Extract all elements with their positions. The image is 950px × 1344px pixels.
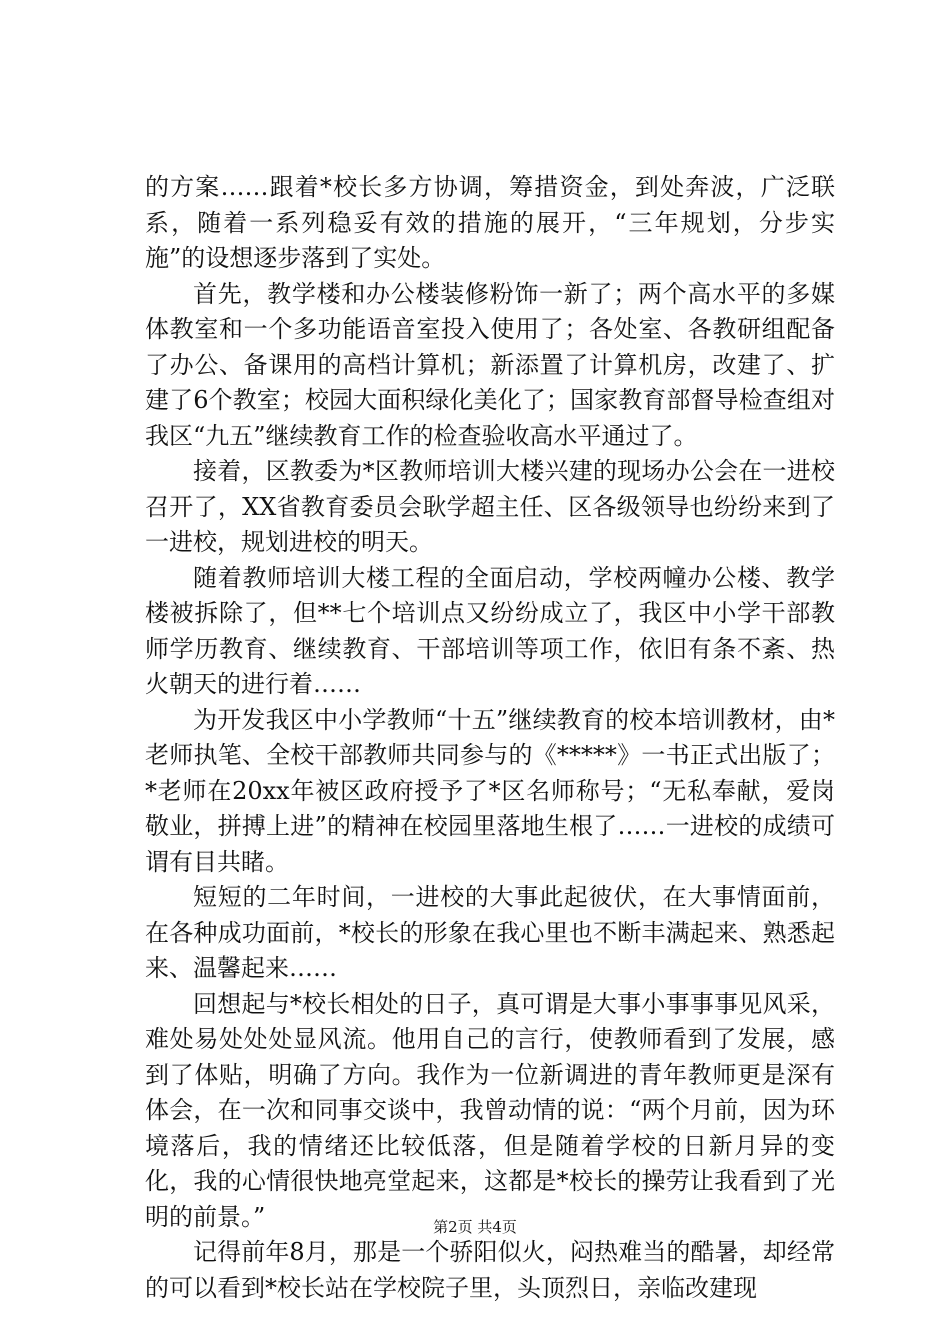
paragraph-6: 短短的二年时间，一进校的大事此起彼伏，在大事情面前，在各种成功面前，*校长的形象在我心里也不断丰满起来、熟悉起来、温馨起来…… bbox=[145, 883, 835, 982]
body-text bbox=[145, 170, 835, 1306]
paragraph-1: 的方案……跟着*校长多方协调，筹措资金，到处奔波，广泛联系，随着一系列稳妥有效的措施的展开，“三年规划，分步实施”的设想逐步落到了实处。 bbox=[145, 173, 835, 272]
paragraph-7: 回想起与*校长相处的日子，真可谓是大事小事事事见风采，难处易处处处显风流。他用自己的言行，使教师看到了发展，感到了体贴，明确了方向。我作为一位新调进的青年教师更是深有体会，在一次和同事交谈中，我曾动情的说：“两个月前，因为环境落后，我的情绪还比较低落，但是随着学校的日新月异的变化，我的心情很快地亮堂起来，这都是*校长的操劳让我看到了光明的前景。” bbox=[145, 989, 835, 1231]
paragraph-5: 为开发我区中小学教师“十五”继续教育的校本培训教材，由*老师执笔、全校干部教师共同参与的《*****》一书正式出版了；*老师在20xx年被区政府授予了*区名师称号；“无私奉献，爱岗敬业，拼搏上进”的精神在校园里落地生根了……一进校的成绩可谓有目共睹。 bbox=[145, 705, 835, 876]
paragraph-2: 首先，教学楼和办公楼装修粉饰一新了；两个高水平的多媒体教室和一个多功能语音室投入使用了；各处室、各教研组配备了办公、备课用的高档计算机；新添置了计算机房，改建了、扩建了6个教室；校园大面积绿化美化了；国家教育部督导检查组对我区“九五”继续教育工作的检查验收高水平通过了。 bbox=[145, 279, 835, 450]
paragraph-4: 随着教师培训大楼工程的全面启动，学校两幢办公楼、教学楼被拆除了，但**七个培训点又纷纷成立了，我区中小学干部教师学历教育、继续教育、干部培训等项工作，依旧有条不紊、热火朝天的进行着…… bbox=[145, 563, 835, 698]
page-number-footer: 第2页 共4页 bbox=[433, 1218, 517, 1236]
paragraph-3: 接着，区教委为*区教师培训大楼兴建的现场办公会在一进校召开了，XX省教育委员会耿学超主任、区各级领导也纷纷来到了一进校，规划进校的明天。 bbox=[145, 457, 835, 556]
paragraph-8: 记得前年8月，那是一个骄阳似火，闷热难当的酷暑，却经常的可以看到*校长站在学校院子里，头顶烈日，亲临改建现 bbox=[145, 1238, 835, 1302]
